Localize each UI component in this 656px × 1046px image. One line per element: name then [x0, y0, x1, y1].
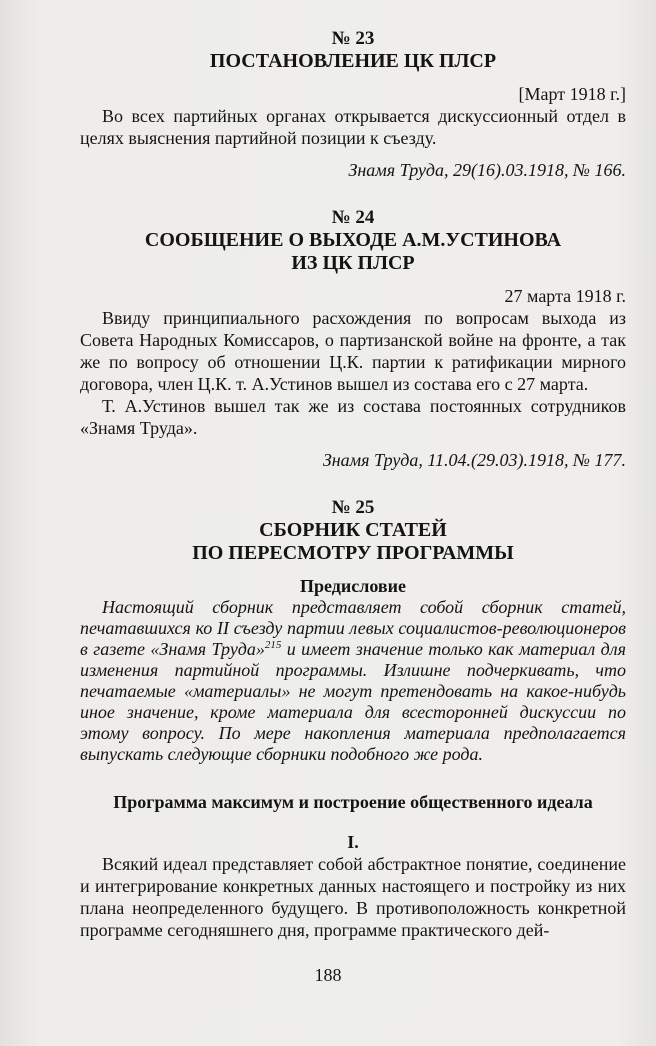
doc-24-title-line2: ИЗ ЦК ПЛСР: [291, 252, 415, 274]
preface-heading: Предисловие: [300, 576, 406, 596]
section-body-text: Всякий идеал представляет собой абстрактное понятие, соединение и интегрирование конкретных данных настоящего и постройку из них плана неопределенного будущего. В противоположность конкретной программе сегодняшнего дня, программе практического дей-: [80, 854, 626, 940]
preface-block: [80, 597, 626, 765]
doc-25-title-line1: СБОРНИК СТАТЕЙ: [259, 519, 447, 541]
doc-23-title: ПОСТАНОВЛЕНИЕ ЦК ПЛСР: [209, 50, 497, 72]
preface-text-part-1: Настоящий сборник представляет собой сборник статей, печатавшихся ко II съезду партии левых социалистов-революционеров в газете «Знамя Труда»: [80, 597, 626, 659]
doc-24-source: Знамя Труда, 11.04.(29.03).1918, № 177.: [322, 450, 626, 470]
doc-24-title-line1: СООБЩЕНИЕ О ВЫХОДЕ А.М.УСТИНОВА: [144, 229, 562, 251]
doc-25-number: № 25: [331, 497, 375, 518]
preface-text-part-2: и имеет значение только как материал для изменения партийной программы. Излишне подчеркивать, что печатаемые «материалы» не могут претендовать на какое-нибудь иное значение, кроме материала для всесторонней дискуссии по этому вопросу. По мере накопления материала предполагается выпускать следующие сборники подобного же рода.: [80, 639, 626, 764]
doc-23-source: Знамя Труда, 29(16).03.1918, № 166.: [348, 160, 626, 180]
doc-24-paragraph-2: Т. А.Устинов вышел так же из состава постоянных сотрудников «Знамя Труда».: [80, 396, 626, 438]
section-heading: Программа максимум и построение общественного идеала: [113, 792, 593, 812]
doc-23-date: [Март 1918 г.]: [518, 84, 626, 104]
doc-24-number: № 24: [331, 207, 375, 228]
section-roman-numeral: I.: [347, 832, 359, 852]
doc-23-number: № 23: [331, 28, 375, 49]
preface-text: [80, 597, 626, 765]
footnote-ref: 215: [264, 639, 282, 651]
doc-23-text: Во всех партийных органах открывается дискуссионный отдел в целях выяснения партийной позиции к съезду.: [80, 106, 626, 148]
page-number: 188: [314, 965, 342, 985]
doc-24-paragraph-1: Ввиду принципиального расхождения по вопросам выхода из Совета Народных Комиссаров, о партизанской войне на фронте, а так же по вопросу об отношении Ц.К. партии к ратификации мирного договора, член Ц.К. т. А.Устинов вышел из состава его с 27 марта.: [80, 308, 626, 394]
doc-25-title-line2: ПО ПЕРЕСМОТРУ ПРОГРАММЫ: [192, 542, 514, 564]
doc-24-date: 27 марта 1918 г.: [504, 286, 626, 306]
